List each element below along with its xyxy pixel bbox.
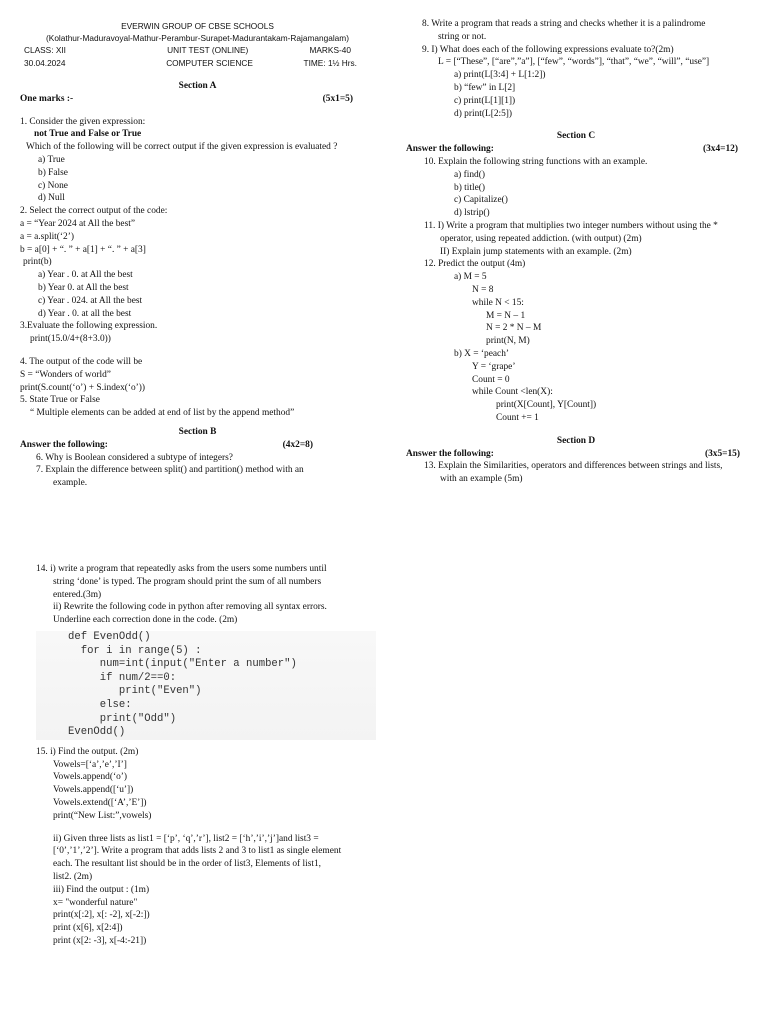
question-line: 4. The output of the code will be bbox=[20, 356, 143, 367]
question-line: [‘0’,’1’,’2’]. Write a program that adds lists 2 and 3 to list1 as single element bbox=[53, 846, 342, 857]
question-line: ii) Rewrite the following code in python after removing all syntax errors. bbox=[53, 602, 327, 613]
code-line: for i in range(5) : bbox=[68, 644, 202, 657]
date-label: 30.04.2024 bbox=[24, 57, 66, 68]
instruction-label: Answer the following: bbox=[20, 439, 108, 450]
question-line: print(15.0/4+(8+3.0)) bbox=[30, 334, 111, 345]
question-line: N = 8 bbox=[472, 284, 494, 295]
question-line: 13. Explain the Similarities, operators and differences between strings and lists, bbox=[424, 461, 723, 472]
question-line: Vowels=[‘a’,’e’,’I’] bbox=[53, 759, 127, 770]
spacer bbox=[20, 106, 375, 116]
section-title: Section B bbox=[178, 426, 217, 437]
question-line: list2. (2m) bbox=[53, 871, 93, 882]
question-line: d) Year . 0. at all the best bbox=[38, 308, 132, 319]
question-line: 7. Explain the difference between split() and partition() method with an bbox=[36, 465, 304, 476]
question-line: example. bbox=[53, 478, 88, 489]
question-line: II) Explain jump statements with an example. (2m) bbox=[440, 246, 632, 257]
school-branches: (Kolathur-Maduravoyal-Mathur-Perambur-Surapet-Madurantakam-Rajamangalam) bbox=[46, 33, 349, 44]
subject-label: COMPUTER SCIENCE bbox=[166, 57, 253, 68]
question-line: 6. Why is Boolean considered a subtype of integers? bbox=[36, 452, 233, 463]
section-title: Section C bbox=[556, 131, 596, 142]
school-name: EVERWIN GROUP OF CBSE SCHOOLS bbox=[121, 21, 274, 31]
question-line: b) “few” in L[2] bbox=[454, 82, 516, 93]
question-line: b = a[0] + “. ” + a[1] + “. ” + a[3] bbox=[20, 244, 146, 255]
question-line: operator, using repeated addiction. (with output) (2m) bbox=[440, 233, 642, 244]
header-row-2 bbox=[20, 57, 375, 69]
question-line: Vowels.append([‘u’]) bbox=[53, 785, 134, 796]
question-line: 12. Predict the output (4m) bbox=[424, 259, 526, 270]
question-line: Vowels.extend([‘A’,’E’]) bbox=[53, 797, 147, 808]
question-line: c) None bbox=[38, 180, 68, 191]
question-line: d) lstrip() bbox=[454, 208, 490, 219]
question-line: c) Capitalize() bbox=[454, 195, 508, 206]
question-line: Underline each correction done in the code. (2m) bbox=[53, 615, 238, 626]
question-line: 15. i) Find the output. (2m) bbox=[36, 746, 139, 757]
code-line: EvenOdd() bbox=[68, 726, 126, 739]
question-line: d) print(L[2:5]) bbox=[454, 108, 513, 119]
marks-allocation: (3x4=12) bbox=[702, 144, 738, 155]
code-line: num=int(input("Enter a number") bbox=[68, 658, 297, 671]
section-instruction bbox=[20, 93, 375, 106]
question-line: print(S.count(‘o’) + S.index(‘o’)) bbox=[20, 382, 146, 393]
question-line: c) Year . 024. at All the best bbox=[38, 295, 143, 306]
question-line: a) True bbox=[38, 154, 65, 165]
question-line: 14. i) write a program that repeatedly asks from the users some numbers until bbox=[36, 564, 327, 574]
marks-allocation: (4x2=8) bbox=[282, 439, 313, 450]
question-line: string or not. bbox=[438, 31, 487, 42]
question-line: b) title() bbox=[454, 182, 485, 193]
question-line: 9. I) What does each of the following expressions evaluate to?(2m) bbox=[422, 44, 674, 55]
question-line: each. The resultant list should be in the order of list3, Elements of list1, bbox=[53, 859, 322, 870]
question-line: Vowels.append(‘o’) bbox=[53, 772, 128, 783]
question-line: c) print(L[1][1]) bbox=[454, 95, 516, 106]
left-column bbox=[20, 80, 375, 490]
instruction-label: One marks :- bbox=[20, 93, 74, 104]
question-line: a = a.split(‘2’) bbox=[20, 231, 74, 242]
question-line: print (x[6], x[2:4]) bbox=[53, 923, 123, 934]
question-line: print(b) bbox=[23, 257, 52, 268]
question-line: S = “Wonders of world” bbox=[20, 369, 111, 380]
question-line: 8. Write a program that reads a string and checks whether it is a palindrome bbox=[422, 19, 706, 29]
question-line: Y = ‘grape’ bbox=[472, 361, 516, 372]
question-line: x= "wonderful nature" bbox=[53, 897, 138, 908]
section-instruction bbox=[406, 448, 746, 461]
code-block bbox=[36, 631, 376, 740]
question-line: 2. Select the correct output of the code: bbox=[20, 206, 168, 217]
question-line: L = [“These”, [“are”,”a”], [“few”, “words”], “that”, “we”, “will”, “use”] bbox=[438, 57, 710, 68]
right-column bbox=[406, 18, 746, 486]
code-line: if num/2==0: bbox=[68, 671, 177, 684]
section-title: Section D bbox=[556, 435, 596, 446]
question-line: d) Null bbox=[38, 193, 65, 204]
marks-allocation: (5x1=5) bbox=[322, 93, 353, 104]
question-line: 3.Evaluate the following expression. bbox=[20, 321, 158, 332]
question-line: b) X = ‘peach’ bbox=[454, 348, 510, 359]
spacer bbox=[406, 120, 746, 130]
question-line: print(x[:2], x[: -2], x[-2:]) bbox=[53, 910, 150, 921]
question-line: print(X[Count], Y[Count]) bbox=[496, 400, 597, 411]
question-line: 11. I) Write a program that multiplies two integer numbers without using the * bbox=[424, 220, 718, 231]
question-line: while Count <len(X): bbox=[472, 387, 553, 398]
code-line: else: bbox=[68, 698, 132, 711]
question-line: print(N, M) bbox=[486, 336, 530, 347]
exam-header bbox=[20, 20, 375, 69]
code-line: def EvenOdd() bbox=[68, 630, 151, 643]
question-line: Count += 1 bbox=[496, 412, 539, 423]
class-label: CLASS: XII bbox=[24, 45, 66, 56]
spacer bbox=[36, 823, 376, 833]
spacer bbox=[406, 425, 746, 435]
question-line: a) M = 5 bbox=[454, 272, 487, 283]
question-line: iii) Find the output : (1m) bbox=[53, 884, 150, 895]
header-row-1 bbox=[20, 44, 375, 56]
question-line: Which of the following will be correct output if the given expression is evaluated ? bbox=[26, 142, 338, 153]
question-line: a = “Year 2024 at All the best” bbox=[20, 218, 135, 229]
instruction-label: Answer the following: bbox=[406, 144, 494, 155]
question-line: entered.(3m) bbox=[53, 589, 102, 600]
question-line: “ Multiple elements can be added at end of list by the append method” bbox=[30, 408, 295, 419]
question-line: a) find() bbox=[454, 169, 485, 180]
question-line: 10. Explain the following string functions with an example. bbox=[424, 156, 648, 167]
section-title: Section A bbox=[178, 81, 217, 91]
question-line: Count = 0 bbox=[472, 374, 510, 385]
code-line: print("Odd") bbox=[68, 712, 177, 725]
time-label: TIME: 1½ Hrs. bbox=[303, 57, 357, 68]
question-line: M = N – 1 bbox=[486, 310, 526, 321]
question-line: a) print(L[3:4] + L[1:2]) bbox=[454, 70, 546, 81]
section-instruction bbox=[406, 143, 746, 156]
question-line: string ‘done’ is typed. The program should print the sum of all numbers bbox=[53, 576, 322, 587]
instruction-label: Answer the following: bbox=[406, 448, 494, 459]
spacer bbox=[20, 346, 375, 356]
question-line: not True and False or True bbox=[34, 129, 142, 140]
question-line: while N < 15: bbox=[472, 297, 524, 308]
marks-allocation: (3x5=15) bbox=[704, 448, 740, 459]
question-line: 5. State True or False bbox=[20, 395, 100, 406]
marks-label: MARKS-40 bbox=[309, 45, 351, 56]
question-line: b) False bbox=[38, 167, 68, 178]
question-line: print (x[2: -3], x[-4:-21]) bbox=[53, 935, 147, 946]
question-line: a) Year . 0. at All the best bbox=[38, 270, 133, 281]
question-line: N = 2 * N – M bbox=[486, 323, 542, 334]
test-label: UNIT TEST (ONLINE) bbox=[167, 45, 249, 56]
question-line: print(“New List:”,vowels) bbox=[53, 810, 152, 821]
section-instruction bbox=[20, 439, 375, 452]
question-line: with an example (5m) bbox=[440, 474, 523, 485]
question-line: 1. Consider the given expression: bbox=[20, 116, 146, 127]
code-line: print("Even") bbox=[68, 685, 202, 698]
bottom-section bbox=[36, 563, 376, 948]
question-line: ii) Given three lists as list1 = [‘p’, ‘q’,’r’], list2 = [‘h’,’i’,’j’]and list3 = bbox=[53, 833, 319, 844]
question-line: b) Year 0. at All the best bbox=[38, 282, 129, 293]
